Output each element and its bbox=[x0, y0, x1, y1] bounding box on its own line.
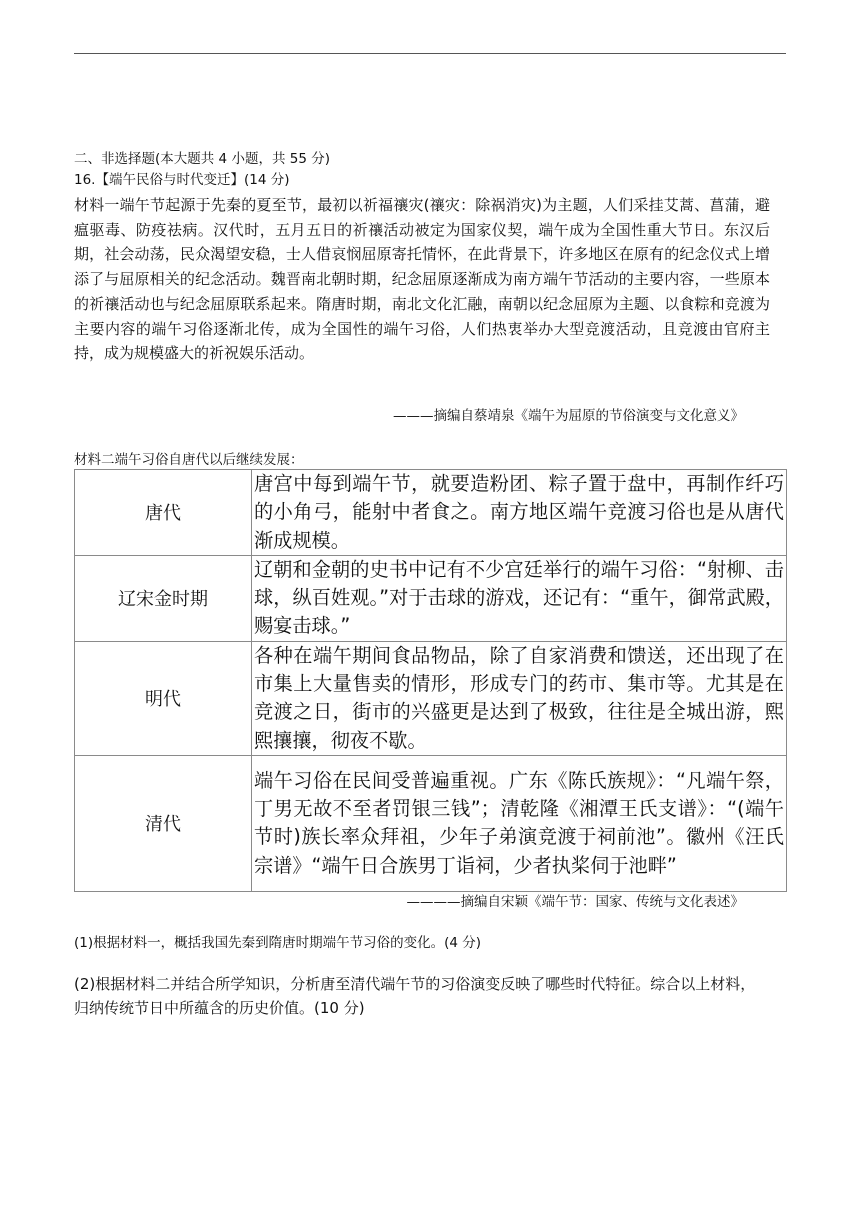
era-name-cell: 辽宋金时期 bbox=[75, 555, 252, 641]
era-description-cell: 各种在端午期间食品物品，除了自家消费和馈送，还出现了在市集上大量售卖的情形，形成专门的药市、集市等。尤其是在竞渡之日，街市的兴盛更是达到了极致，往往是全城出游，熙熙攘攘，彻夜不歇。 bbox=[252, 641, 787, 755]
era-description-cell: 辽朝和金朝的史书中记有不少宫廷举行的端午习俗：“射柳、击球，纵百姓观。”对于击球的游戏，还记有：“重午，御常武殿，赐宴击球。” bbox=[252, 555, 787, 641]
question-1: (1)根据材料一，概括我国先秦到隋唐时期端午节习俗的变化。(4 分) bbox=[74, 935, 482, 951]
question-title: 16.【端午民俗与时代变迁】(14 分) bbox=[74, 172, 290, 188]
era-name-cell: 明代 bbox=[75, 641, 252, 755]
era-name-cell: 唐代 bbox=[75, 470, 252, 556]
material-two-source: ————摘编自宋颖《端午节：国家、传统与文化表述》 bbox=[406, 894, 744, 910]
era-name-cell: 清代 bbox=[75, 755, 252, 891]
table-row bbox=[75, 641, 787, 755]
era-description-cell: 端午习俗在民间受普遍重视。广东《陈氏族规》：“凡端午祭，丁男无故不至者罚银三钱”；清乾隆《湘潭王氏支谱》：“(端午节时)族长率众拜祖，少年子弟演竞渡于祠前池”。徽州《汪氏宗谱》“端午日合族男丁诣祠，少者执桨伺于池畔” bbox=[252, 755, 787, 891]
question-2: (2)根据材料二并结合所学知识，分析唐至清代端午节的习俗演变反映了哪些时代特征。综合以上材料，归纳传统节日中所蕴含的历史价值。(10 分) bbox=[74, 975, 756, 1017]
header-rule bbox=[74, 53, 786, 54]
section-header: 二、非选择题(本大题共 4 小题，共 55 分) bbox=[74, 151, 330, 167]
table-row bbox=[75, 755, 787, 891]
table-row bbox=[75, 555, 787, 641]
material-one-source: ———摘编自蔡靖泉《端午为屈原的节俗演变与文化意义》 bbox=[393, 408, 744, 424]
material-one-paragraph: 材料一端午节起源于先秦的夏至节，最初以祈福禳灾(禳灾：除祸消灾)为主题，人们采挂艾蒿、菖蒲，避瘟驱毒、防疫祛病。汉代时，五月五日的祈禳活动被定为国家仪契，端午成为全国性重大节日。东汉后期，社会动荡，民众渴望安稳，士人借哀悯屈原寄托情怀，在此背景下，许多地区在原有的纪念仪式上增添了与屈原相关的纪念活动。魏晋南北朝时期，纪念屈原逐渐成为南方端午节活动的主要内容，一些原本的祈禳活动也与纪念屈原联系起来。隋唐时期，南北文化汇融，南朝以纪念屈原为主题、以食粽和竞渡为主要内容的端午习俗逐渐北传，成为全国性的端午习俗，人们热衷举办大型竞渡活动，且竞渡由官府主持，成为规模盛大的祈祝娱乐活动。 bbox=[74, 196, 770, 363]
era-description-cell: 唐宫中每到端午节，就要造粉团、粽子置于盘中，再制作纤巧的小角弓，能射中者食之。南方地区端午竞渡习俗也是从唐代渐成规模。 bbox=[252, 470, 787, 556]
material-two-intro: 材料二端午习俗自唐代以后继续发展： bbox=[74, 452, 304, 468]
era-customs-table bbox=[74, 469, 787, 892]
table-row bbox=[75, 470, 787, 556]
